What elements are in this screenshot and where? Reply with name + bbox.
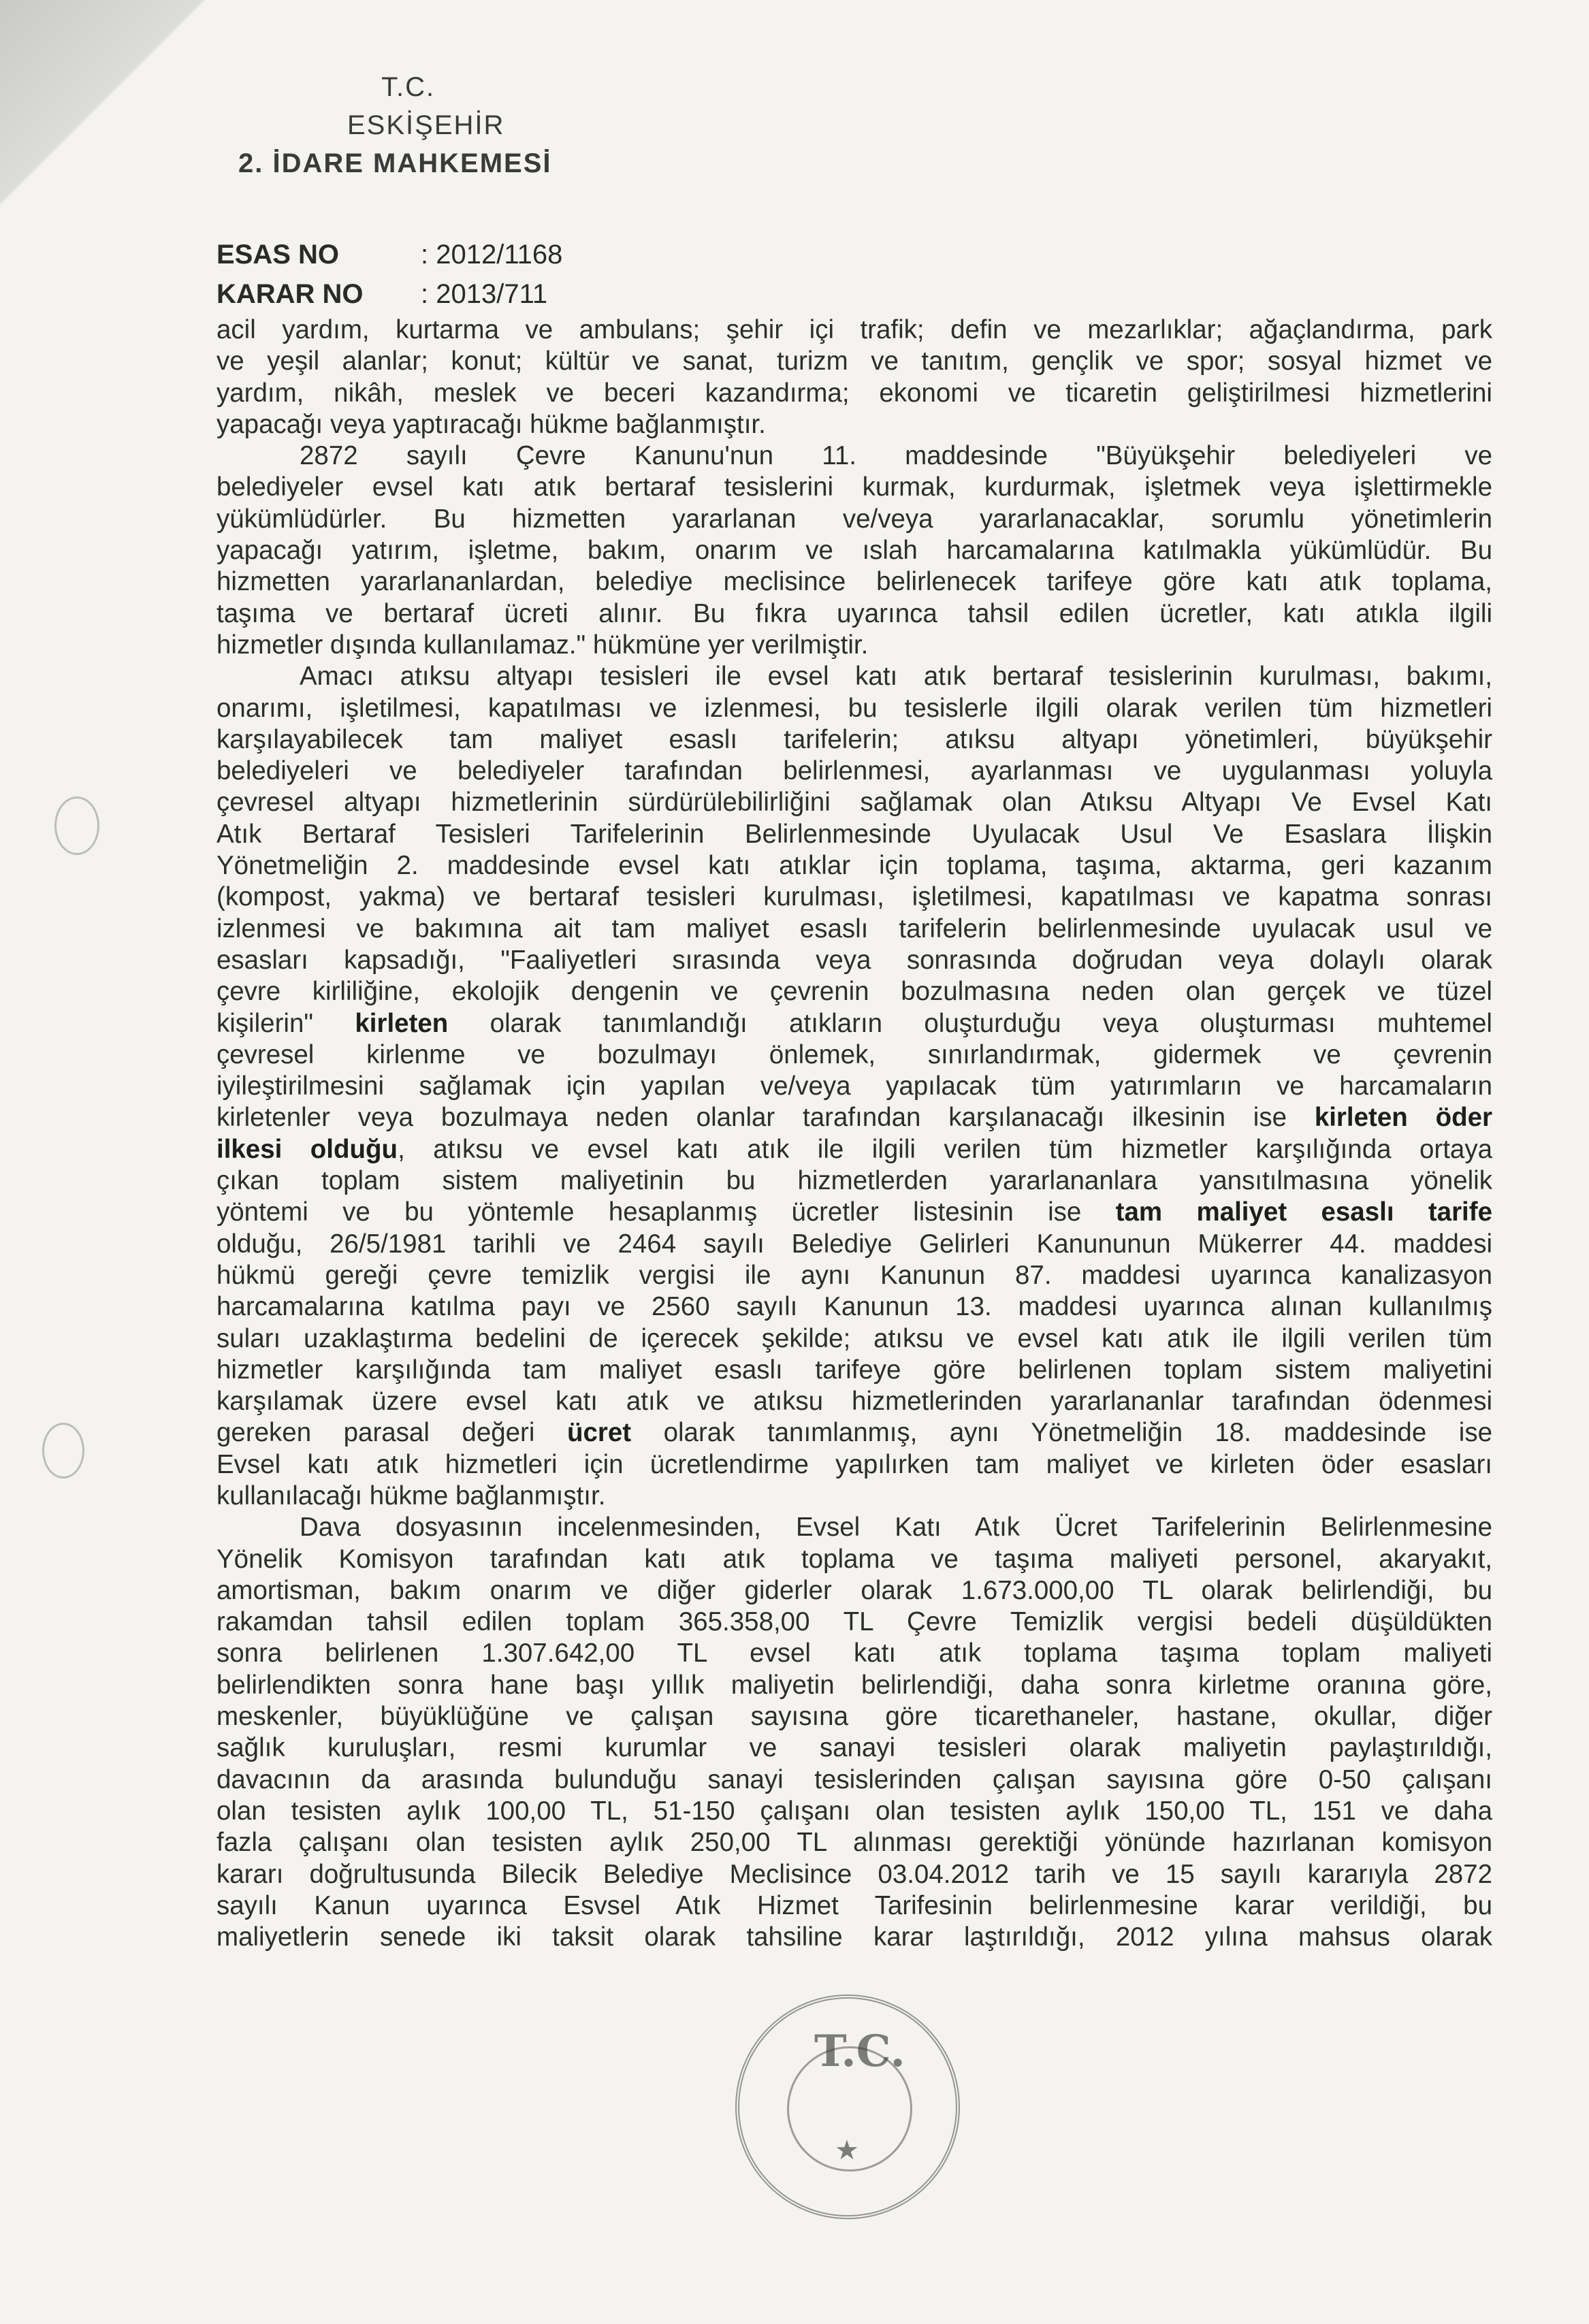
text-line: Yönetmeliğin 2. maddesinde evsel katı atıklar için toplama, taşıma, aktarma, geri kazanım: [216, 851, 1492, 881]
header-tc: T.C.: [381, 72, 436, 102]
esas-no-label: ESAS NO: [216, 240, 340, 270]
text-line: olan tesisten aylık 100,00 TL, 51-150 çalışanı olan tesisten aylık 150,00 TL, 151 ve daha: [216, 1796, 1492, 1826]
text-line: Amacı atıksu altyapı tesisleri ile evsel katı atık bertaraf tesislerinin kurulması, bakımı,: [300, 662, 1492, 692]
bold-term: ücret: [566, 1418, 632, 1448]
seal-star-icon: ★: [835, 2135, 859, 2166]
official-seal-stamp: [735, 1995, 960, 2219]
text-line: taşıma ve bertaraf ücreti alınır. Bu fıkra uyarınca tahsil edilen ücretler, katı atıkla ilgili: [216, 598, 1492, 628]
text-run: gereken parasal değeri: [216, 1418, 535, 1448]
text-line: amortisman, bakım onarım ve diğer giderler olarak 1.673.000,00 TL olarak belirlendiği, bu: [216, 1575, 1492, 1605]
text-line: acil yardım, kurtarma ve ambulans; şehir içi trafik; defin ve mezarlıklar; ağaçlandırma, park: [216, 315, 1492, 344]
text-line: 2872 sayılı Çevre Kanunu'nun 11. maddesinde "Büyükşehir belediyeleri ve: [300, 441, 1492, 471]
seal-text: T.C.: [814, 2026, 905, 2077]
text-line: olduğu, 26/5/1981 tarihli ve 2464 sayılı Belediye Gelirleri Kanununun Mükerrer 44. maddesi: [216, 1229, 1492, 1259]
text-line: kararı doğrultusunda Bilecik Belediye Meclisince 03.04.2012 tarih ve 15 sayılı kararıyla 2872: [216, 1859, 1492, 1889]
text-line: onarımı, işletilmesi, kapatılması ve izlenmesi, bu tesislerle ilgili olarak verilen tüm hizmetleri: [216, 693, 1492, 723]
text-line: çevresel kirlenme ve bozulmayı önlemek, sınırlandırmak, gidermek ve çevrenin: [216, 1039, 1492, 1069]
text-line: harcamalarına katılma payı ve 2560 sayılı Kanunun 13. maddesi uyarınca alınan kullanılmış: [216, 1292, 1492, 1322]
text-line: kullanılacağı hükme bağlanmıştır.: [216, 1481, 606, 1511]
bold-term: kirleten öder: [1314, 1103, 1492, 1133]
text-line: Dava dosyasının incelenmesinden, Evsel Katı Atık Ücret Tarifelerinin Belirlenmesine: [300, 1513, 1492, 1543]
text-line: [216, 1417, 1492, 1449]
text-line: hizmetler karşılığında tam maliyet esaslı tarifeye göre belirlenen toplam sistem maliyetini: [216, 1355, 1492, 1385]
text-line: belediyeler evsel katı atık bertaraf tesislerini kurmak, kurdurmak, işletmek veya işlettirmekle: [216, 472, 1492, 502]
text-line: hükmü gereği çevre temizlik vergisi ile aynı Kanunun 87. maddesi uyarınca kanalizasyon: [216, 1260, 1492, 1290]
text-line: Evsel katı atık hizmetleri için ücretlendirme yapılırken tam maliyet ve kirleten öder esasları: [216, 1449, 1492, 1479]
text-line: suları uzaklaştırma bedelini de içerecek şekilde; atıksu ve evsel katı atık ile ilgili verilen tüm: [216, 1323, 1492, 1353]
text-line: [216, 1102, 1492, 1133]
text-line: karşılamak üzere evsel katı atık ve atıksu hizmetlerinden yararlananlar tarafından ödenmesi: [216, 1387, 1492, 1417]
text-run: , atıksu ve evsel katı atık ile ilgili verilen tüm hizmetler karşılığında ortaya: [398, 1134, 1492, 1164]
text-line: çıkan toplam sistem maliyetinin bu hizmetlerden yararlananlara yansıtılmasına yönelik: [216, 1166, 1492, 1196]
case-numbers: [216, 235, 562, 314]
esas-no-value: : 2012/1168: [421, 240, 563, 270]
court-header: [225, 68, 565, 182]
text-line: meskenler, büyüklüğüne ve çalışan sayısına göre ticarethaneler, hastane, okullar, diğer: [216, 1702, 1492, 1732]
document-body: [216, 314, 1492, 1953]
text-line: iyileştirilmesini sağlamak için yapılan ve/veya yapılacak tüm yatırımların ve harcamaların: [216, 1071, 1492, 1101]
text-line: fazla çalışanı olan tesisten aylık 250,00 TL alınması gerektiği yönünde hazırlanan komisyon: [216, 1828, 1492, 1858]
karar-no-row: [216, 274, 562, 314]
text-line: çevresel altyapı hizmetlerinin sürdürülebilirliğini sağlamak olan Atıksu Altyapı Ve Evsel Katı: [216, 788, 1492, 818]
bold-term: ilkesi olduğu: [216, 1134, 398, 1164]
text-run: kirletenler veya bozulmaya neden olanlar tarafından karşılanacağı ilkesinin ise: [216, 1103, 1287, 1133]
text-line: esasları kapsadığı, "Faaliyetleri sırasında veya sonrasında doğrudan veya dolaylı olarak: [216, 945, 1492, 975]
text-line: izlenmesi ve bakımına ait tam maliyet esaslı tarifelerin belirlenmesinde uyulacak usul ve: [216, 914, 1492, 943]
text-line: [216, 1197, 1492, 1228]
text-line: ve yeşil alanlar; konut; kültür ve sanat, turizm ve tanıtım, gençlik ve spor; sosyal hizmet ve: [216, 346, 1492, 376]
karar-no-value: : 2013/711: [421, 279, 548, 309]
text-line: çevre kirliliğine, ekolojik dengenin ve çevrenin bozulmasına neden olan gerçek ve tüzel: [216, 977, 1492, 1007]
text-line: [216, 1008, 1492, 1039]
text-line: [216, 1134, 1492, 1165]
text-line: hizmetler dışında kullanılamaz." hükmüne yer verilmiştir.: [216, 630, 869, 660]
text-line: yapacağı veya yaptıracağı hükme bağlanmıştır.: [216, 409, 766, 439]
karar-no-label: KARAR NO: [216, 279, 364, 309]
header-court: 2. İDARE MAHKEMESİ: [238, 148, 552, 178]
text-run: yöntemi ve bu yöntemle hesaplanmış ücretler listesinin ise: [216, 1197, 1082, 1227]
punch-hole-mark: [42, 1423, 84, 1479]
text-line: karşılayabilecek tam maliyet esaslı tarifelerin; atıksu altyapı yönetimleri, büyükşehir: [216, 724, 1492, 754]
text-line: belediyeleri ve belediyeler tarafından belirlenmesi, ayarlanması ve uygulanması yoluyla: [216, 756, 1492, 786]
text-line: yardım, nikâh, meslek ve beceri kazandırma; ekonomi ve ticaretin geliştirilmesi hizmetlerini: [216, 378, 1492, 408]
text-line: Yönelik Komisyon tarafından katı atık toplama ve taşıma maliyeti personel, akaryakıt,: [216, 1544, 1492, 1574]
text-line: yükümlüdürler. Bu hizmetten yararlanan ve/veya yararlanacaklar, sorumlu yönetimlerin: [216, 504, 1492, 534]
esas-no-row: [216, 235, 562, 274]
text-line: maliyetlerin senede iki taksit olarak tahsiline karar laştırıldığı, 2012 yılına mahsus olarak: [216, 1922, 1492, 1952]
text-line: davacının da arasında bulunduğu sanayi tesislerinden çalışan sayısına göre 0-50 çalışanı: [216, 1764, 1492, 1794]
text-line: hizmetten yararlananlardan, belediye meclisince belirlenecek tarifeye göre katı atık toplama,: [216, 567, 1492, 597]
text-line: sağlık kuruluşları, resmi kurumlar ve sanayi tesisleri olarak maliyetin paylaştırıldığı,: [216, 1733, 1492, 1763]
text-line: (kompost, yakma) ve bertaraf tesisleri kurulması, işletilmesi, kapatılması ve kapatma sonrası: [216, 882, 1492, 912]
text-line: belirlendikten sonra hane başı yıllık maliyetin belirlendiği, daha sonra kirletme oranına göre,: [216, 1670, 1492, 1700]
header-city: ESKİŞEHİR: [347, 110, 505, 140]
text-line: sayılı Kanun uyarınca Esvsel Atık Hizmet Tarifesinin belirlenmesine karar verildiği, bu: [216, 1890, 1492, 1920]
text-line: rakamdan tahsil edilen toplam 365.358,00 TL Çevre Temizlik vergisi bedeli düşüldükten: [216, 1607, 1492, 1637]
punch-hole-mark: [54, 796, 99, 855]
text-line: yapacağı yatırım, işletme, bakım, onarım ve ıslah harcamalarına katılmakla yükümlüdür. Bu: [216, 536, 1492, 566]
text-line: sonra belirlenen 1.307.642,00 TL evsel katı atık toplama taşıma toplam maliyeti: [216, 1639, 1492, 1668]
bold-term: kirleten: [355, 1008, 449, 1038]
text-line: Atık Bertaraf Tesisleri Tarifelerinin Belirlenmesinde Uyulacak Usul Ve Esaslara İlişkin: [216, 819, 1492, 849]
folded-corner-shadow: [0, 0, 225, 225]
bold-term: tam maliyet esaslı tarife: [1115, 1197, 1492, 1227]
text-run: olarak tanımlandığı atıkların oluşturduğu veya oluşturması muhtemel: [489, 1008, 1492, 1038]
text-run: olarak tanımlanmış, aynı Yönetmeliğin 18. maddesinde ise: [663, 1418, 1492, 1448]
text-run: kişilerin": [216, 1008, 314, 1038]
